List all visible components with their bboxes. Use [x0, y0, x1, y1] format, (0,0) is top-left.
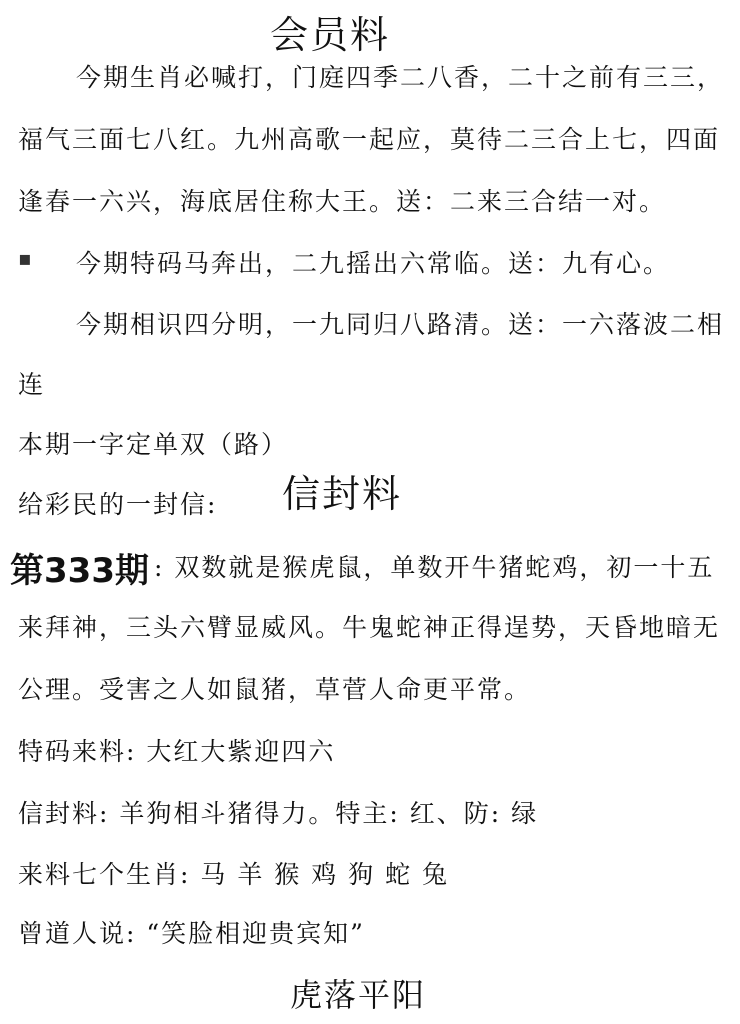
seven-zodiac-line: 来料七个生肖: 马 羊 猴 鸡 狗 蛇 兔 — [18, 860, 450, 889]
member-para1-line1: 今期生肖必喊打，门庭四季二八香，二十之前有三三， — [76, 63, 725, 92]
member-title: 会员料 — [270, 13, 391, 57]
closing-phrase: 虎落平阳 — [290, 976, 427, 1014]
member-para1-line3: 逢春一六兴，海底居住称大王。送：二来三合结一对。 — [18, 187, 667, 216]
daoren-line: 曾道人说: “笑脸相迎贵宾知” — [18, 919, 365, 948]
letter-body-line1: : 双数就是猴虎鼠，单数开牛猪蛇鸡，初一十五 — [154, 553, 715, 582]
member-para1-line2: 福气三面七八红。九州高歌一起应，莫待二三合上七，四面 — [18, 125, 721, 154]
member-para2: 今期特码马奔出，二九摇出六常临。送：九有心。 — [76, 249, 671, 278]
special-code-line: 特码来料: 大红大紫迎四六 — [18, 737, 336, 766]
member-para3-line1: 今期相识四分明，一九同归八路清。送：一六落波二相 — [76, 310, 725, 339]
letter-intro: 给彩民的一封信: — [18, 490, 218, 519]
envelope-line: 信封料: 羊狗相斗猪得力。特主: 红、防: 绿 — [18, 799, 539, 828]
margin-mark: ▪ — [18, 246, 32, 270]
envelope-title: 信封料 — [282, 472, 403, 516]
member-para3-line2: 连 — [18, 370, 46, 399]
issue-number: 第333期 — [10, 551, 149, 591]
letter-body-line3: 公理。受害之人如鼠猪，草菅人命更平常。 — [18, 675, 532, 704]
letter-body-line2: 来拜神，三头六臂显威风。牛鬼蛇神正得逞势，天昏地暗无 — [18, 613, 721, 642]
single-double-line: 本期一字定单双（路） — [18, 430, 289, 459]
